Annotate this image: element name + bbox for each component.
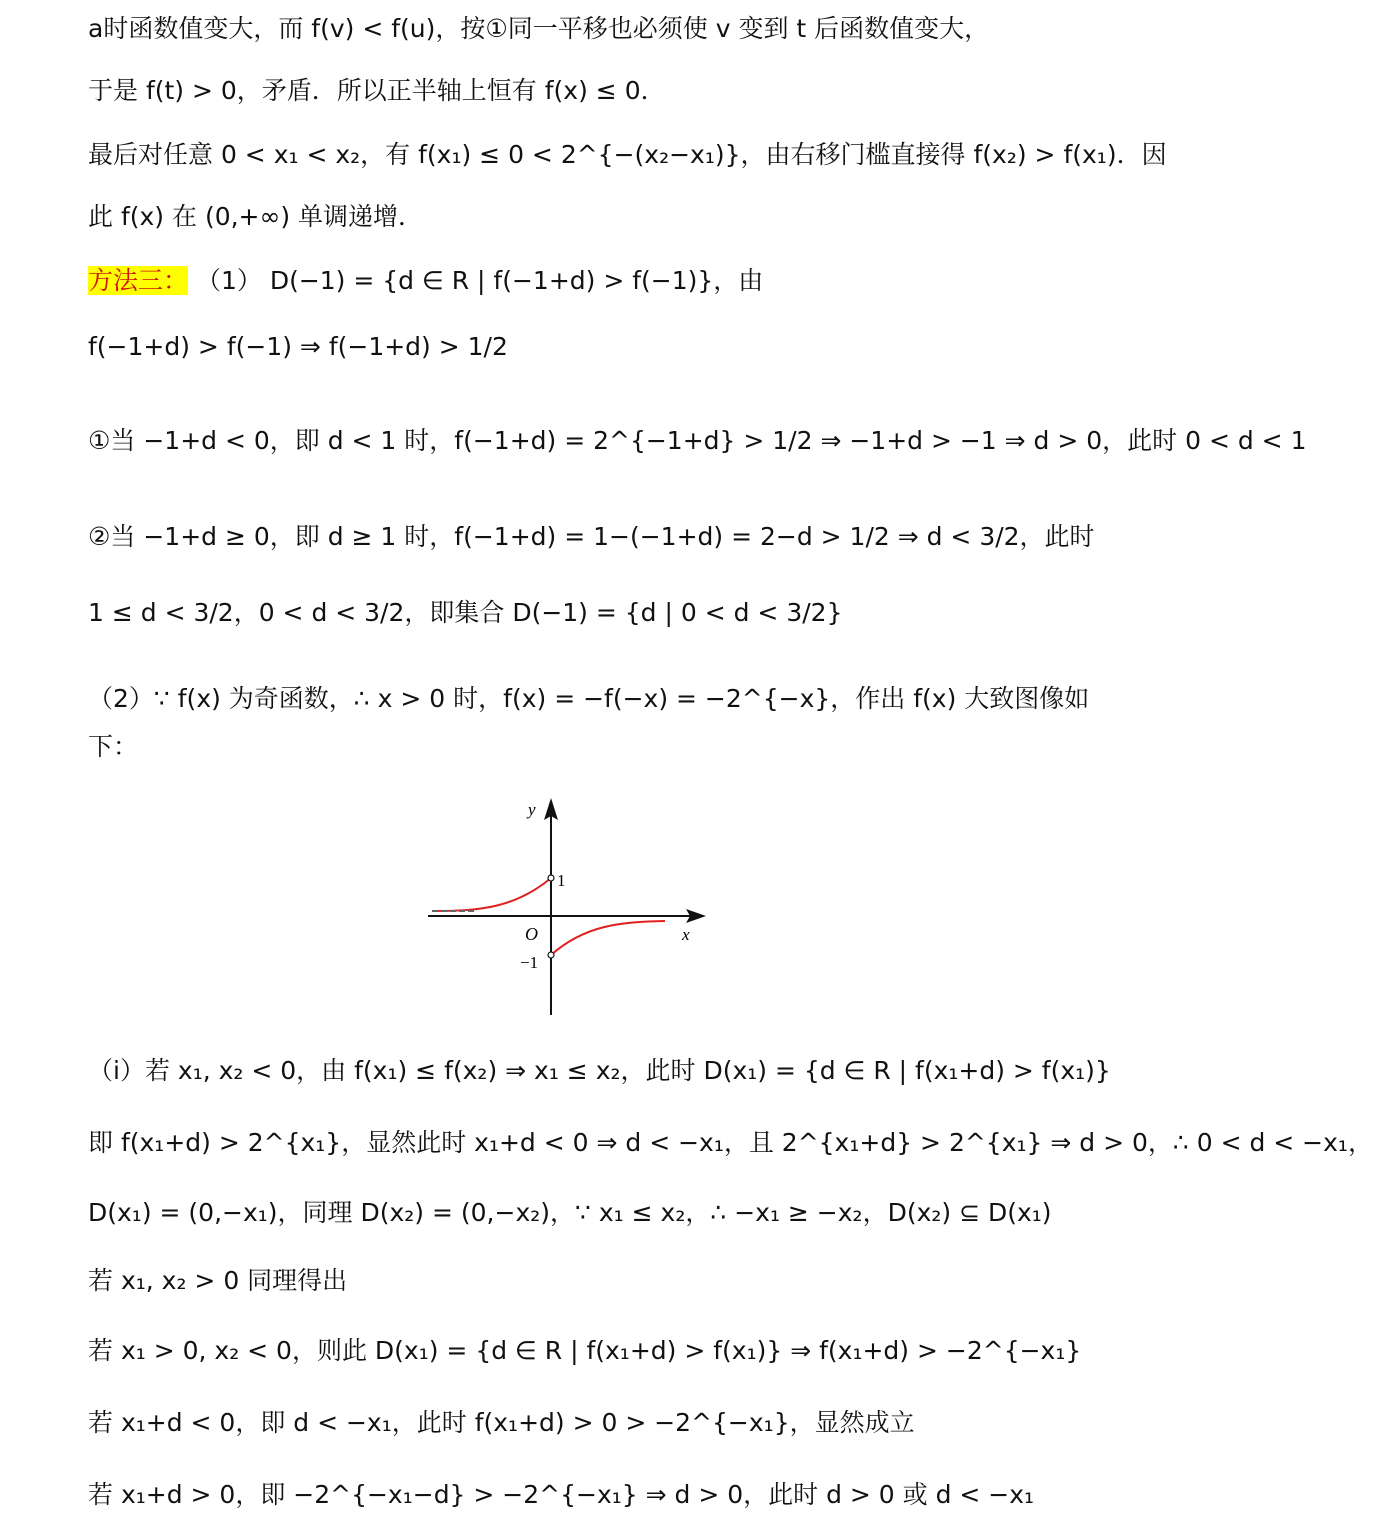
curve-left-branch <box>432 878 551 911</box>
open-point-top <box>548 875 554 881</box>
text-span: （1） D(−1) = {d ∈ R | f(−1+d) > f(−1)}，由 <box>195 266 764 295</box>
y-axis-label: y <box>528 800 536 819</box>
text-line: ②当 −1+d ≥ 0，即 d ≥ 1 时，f(−1+d) = 1−(−1+d) = 2−d > 1/2 ⇒ d < 3/2，此时 <box>88 522 1095 551</box>
text-line: ①当 −1+d < 0，即 d < 1 时，f(−1+d) = 2^{−1+d} > 1/2 ⇒ −1+d > −1 ⇒ d > 0，此时 0 < d < 1 <box>88 426 1307 455</box>
text-line: D(x₁) = (0,−x₁)，同理 D(x₂) = (0,−x₂)，∵ x₁ ≤ x₂，∴ −x₁ ≥ −x₂，D(x₂) ⊆ D(x₁) <box>88 1198 1052 1227</box>
text-line: 于是 f(t) > 0，矛盾．所以正半轴上恒有 f(x) ≤ 0． <box>88 76 666 105</box>
text-line: 若 x₁+d < 0，即 d < −x₁，此时 f(x₁+d) > 0 > −2^{−x₁}，显然成立 <box>88 1408 915 1437</box>
text-line: 即 f(x₁+d) > 2^{x₁}，显然此时 x₁+d < 0 ⇒ d < −x₁，且 2^{x₁+d} > 2^{x₁} ⇒ d > 0，∴ 0 < d < −x₁， <box>88 1128 1373 1157</box>
text-line: 若 x₁ > 0, x₂ < 0，则此 D(x₁) = {d ∈ R | f(x₁+d) > f(x₁)} ⇒ f(x₁+d) > −2^{−x₁} <box>88 1336 1082 1365</box>
curve-right-branch <box>551 921 665 955</box>
method-three-line <box>88 264 1040 298</box>
text-line: f(−1+d) > f(−1) ⇒ f(−1+d) > 1/2 <box>88 332 508 361</box>
text-line: 最后对任意 0 < x₁ < x₂，有 f(x₁) ≤ 0 < 2^{−(x₂−x₁)}，由右移门槛直接得 f(x₂) > f(x₁)．因 <box>88 140 1167 169</box>
function-graph <box>420 790 720 1025</box>
text-line: （2）∵ f(x) 为奇函数，∴ x > 0 时，f(x) = −f(−x) = −2^{−x}，作出 f(x) 大致图像如 <box>88 684 1090 713</box>
text-line: （i）若 x₁, x₂ < 0，由 f(x₁) ≤ f(x₂) ⇒ x₁ ≤ x₂，此时 D(x₁) = {d ∈ R | f(x₁+d) > f(x₁)} <box>88 1056 1111 1085</box>
text-line: a时函数值变大，而 f(v) < f(u)，按①同一平移也必须使 v 变到 t 后函数值变大， <box>88 14 990 43</box>
x-axis-label: x <box>682 925 690 944</box>
tick-label-1: 1 <box>557 871 566 890</box>
text-line: 若 x₁+d > 0，即 −2^{−x₁−d} > −2^{−x₁} ⇒ d > 0，此时 d > 0 或 d < −x₁ <box>88 1480 1035 1509</box>
text-line: 此 f(x) 在 (0,+∞) 单调递增． <box>88 202 424 231</box>
text-line: 若 x₁, x₂ > 0 同理得出 <box>88 1266 348 1295</box>
open-point-bottom <box>548 952 554 958</box>
origin-label: O <box>525 924 538 944</box>
text-line: 下： <box>88 732 139 761</box>
text-line: 1 ≤ d < 3/2，0 < d < 3/2，即集合 D(−1) = {d | 0 < d < 3/2} <box>88 598 843 627</box>
method-highlight: 方法三： <box>88 266 189 295</box>
tick-label-neg1: −1 <box>520 953 539 972</box>
